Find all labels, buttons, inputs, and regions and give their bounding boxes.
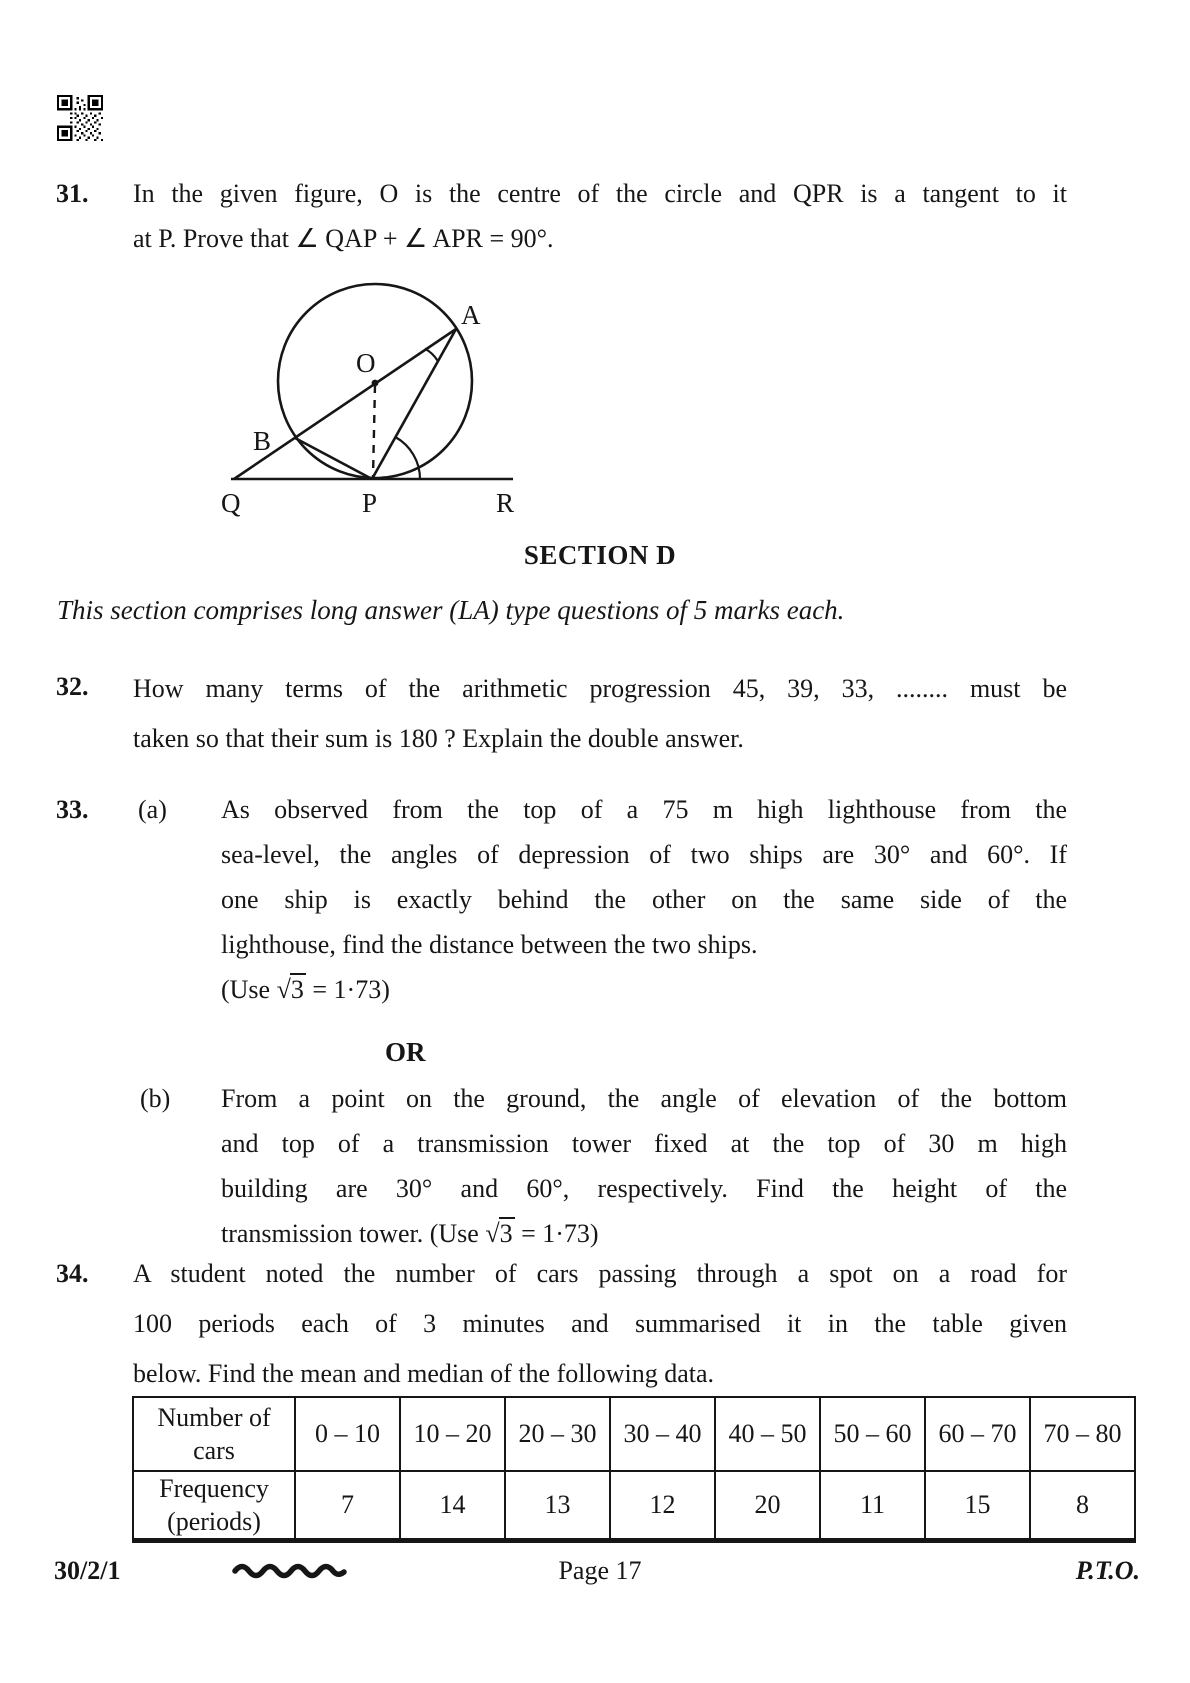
figure-label-A: A [461, 300, 481, 330]
page-number: Page 17 [558, 1556, 642, 1585]
table-row-classes [133, 1397, 1135, 1471]
row-header-number-of-cars: Number of cars [133, 1397, 295, 1471]
radius-OP-dashed [373, 385, 375, 477]
figure-label-O: O [356, 348, 376, 378]
sqrt-sign: √ [485, 1219, 499, 1248]
q33b-line-2: and top of a transmission tower fixed at the top of 30 m high [221, 1129, 1067, 1158]
q33b-line-1: From a point on the ground, the angle of elevation of the bottom [221, 1084, 1067, 1113]
frequency-cell: 11 [820, 1471, 925, 1541]
frequency-cell: 14 [400, 1471, 505, 1541]
frequency-cell: 7 [295, 1471, 400, 1541]
angle-arc-A [425, 349, 438, 361]
q32-line-1: How many terms of the arithmetic progression 45, 39, 33, ........ must be [133, 674, 1067, 703]
q34-text [133, 1249, 1067, 1399]
q31-number: 31. [56, 179, 89, 208]
frequency-table [132, 1396, 1136, 1543]
q32-text [133, 664, 1067, 764]
q32-number: 32. [56, 672, 89, 701]
class-interval-cell: 50 – 60 [820, 1397, 925, 1471]
sqrt-radicand: 3 [290, 975, 304, 1004]
frequency-cell: 12 [610, 1471, 715, 1541]
class-interval-cell: 20 – 30 [505, 1397, 610, 1471]
q33a-line-1: As observed from the top of a 75 m high lighthouse from the [221, 795, 1067, 824]
or-separator: OR [385, 1037, 426, 1067]
q33b-label: (b) [140, 1084, 171, 1113]
use-suffix: = 1·73) [514, 1219, 599, 1248]
class-interval-cell: 30 – 40 [610, 1397, 715, 1471]
sqrt-sign: √ [276, 975, 290, 1004]
frequency-cell: 8 [1030, 1471, 1135, 1541]
circle-tangent-figure [180, 252, 552, 524]
use-prefix: transmission tower. (Use [221, 1219, 486, 1248]
sqrt-radicand: 3 [499, 1219, 513, 1248]
qr-code-icon [57, 95, 103, 141]
figure-label-R: R [496, 488, 515, 518]
class-interval-cell: 40 – 50 [715, 1397, 820, 1471]
centre-dot [372, 380, 379, 387]
frequency-cell: 15 [925, 1471, 1030, 1541]
row-header-frequency: Frequency (periods) [133, 1471, 295, 1541]
use-suffix: = 1·73) [305, 975, 390, 1004]
q32-line-2: taken so that their sum is 180 ? Explain the double answer. [133, 724, 744, 753]
q33-number: 33. [56, 795, 89, 824]
frequency-cell: 20 [715, 1471, 820, 1541]
pto-label: P.T.O. [1075, 1556, 1140, 1585]
figure-label-B: B [253, 426, 272, 456]
use-prefix: (Use [221, 975, 277, 1004]
q33a-text [221, 787, 1067, 1012]
q33b-text [221, 1076, 1067, 1256]
chord-BP [295, 438, 372, 479]
frequency-cell: 13 [505, 1471, 610, 1541]
q34-line-1: A student noted the number of cars passing through a spot on a road for [133, 1259, 1067, 1288]
q34-line-3: below. Find the mean and median of the following data. [133, 1359, 715, 1388]
q33a-line-4: lighthouse, find the distance between the two ships. [221, 930, 758, 959]
figure-label-P: P [362, 488, 378, 518]
q31-line-2: at P. Prove that ∠ QAP + ∠ APR = 90°. [133, 224, 554, 253]
line-QBA [234, 329, 456, 479]
class-interval-cell: 70 – 80 [1030, 1397, 1135, 1471]
figure-label-Q: Q [221, 488, 241, 518]
class-interval-cell: 60 – 70 [925, 1397, 1030, 1471]
section-description: This section comprises long answer (LA) type questions of 5 marks each. [57, 595, 845, 625]
q31-text [133, 171, 1067, 261]
q33a-label: (a) [138, 795, 167, 824]
q34-number: 34. [56, 1259, 89, 1288]
class-interval-cell: 0 – 10 [295, 1397, 400, 1471]
q34-line-2: 100 periods each of 3 minutes and summarised it in the table given [133, 1309, 1067, 1338]
q33b-line-3: building are 30° and 60°, respectively. Find the height of the [221, 1174, 1067, 1203]
q33a-line-3: one ship is exactly behind the other on the same side of the [221, 885, 1067, 914]
paper-code: 30/2/1 [54, 1556, 121, 1585]
q33a-use-note [221, 967, 1067, 1012]
q33a-line-2: sea-level, the angles of depression of two ships are 30° and 60°. If [221, 840, 1067, 869]
section-title: SECTION D [523, 540, 677, 570]
q31-line-1: In the given figure, O is the centre of the circle and QPR is a tangent to it [133, 179, 1067, 208]
table-row-frequencies [133, 1471, 1135, 1541]
class-interval-cell: 10 – 20 [400, 1397, 505, 1471]
